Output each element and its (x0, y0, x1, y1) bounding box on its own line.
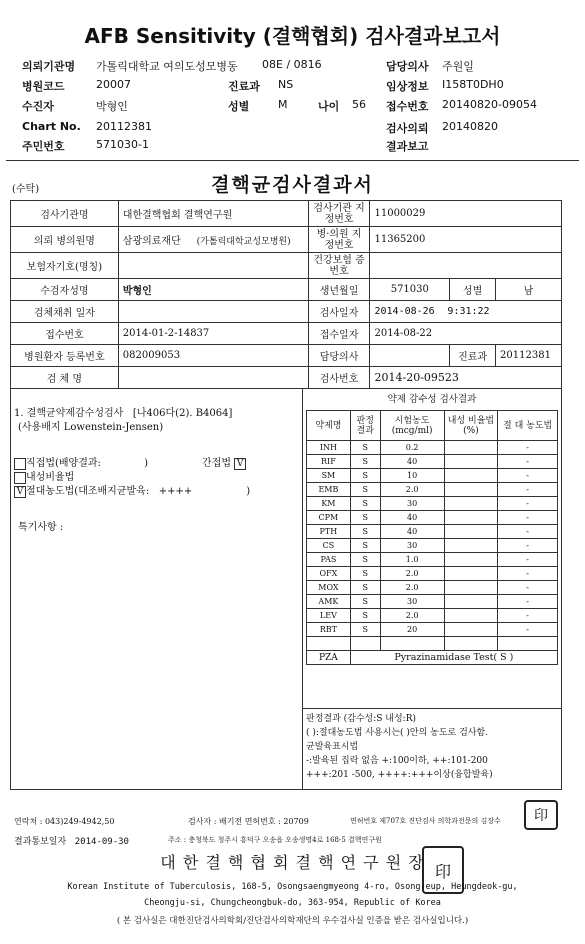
drug-cell: - (498, 595, 558, 609)
drug-row (307, 455, 558, 469)
ward: 08E / 0816 (262, 58, 322, 71)
chart-no: 20112381 (96, 120, 152, 133)
drug-row (307, 483, 558, 497)
drug-header: 시험농도 (mcg/ml) (380, 411, 444, 441)
drug-cell: PAS (307, 553, 351, 567)
cell-label: 담당의사 (308, 345, 370, 367)
cell-label: 검사기관 지정번호 (308, 201, 370, 227)
drug-cell: S (350, 567, 380, 581)
report-date: 결과통보일자 2014-09-30 (14, 837, 129, 847)
cell-value: 삼광의료재단 (가톨릭대학교성모병원) (118, 227, 308, 253)
drug-cell: 30 (380, 539, 444, 553)
cell-value: 20112381 (496, 345, 562, 367)
org-name-kr: 대 한 결 핵 협 회 결 핵 연 구 원 장 (160, 853, 425, 872)
tester: 검사자 : 배기전 면허번호 : 20709 (188, 817, 309, 826)
drug-cell: S (350, 539, 380, 553)
cell-value: 2014-20-09523 (370, 367, 562, 389)
box-divider (302, 388, 303, 790)
drug-header: 판정 결과 (350, 411, 380, 441)
drug-cell (380, 637, 444, 651)
ratio-method: 내성비율법 (14, 468, 74, 484)
legend-line: -:발육된 집락 없음 +:100이하, ++:101-200 (306, 756, 488, 766)
drug-cell: EMB (307, 483, 351, 497)
rrn-label: 주민번호 (22, 140, 65, 153)
rrn: 571030-1 (96, 138, 149, 151)
cell-value: 11365200 (370, 227, 562, 253)
drug-cell: S (350, 525, 380, 539)
drug-cell: S (350, 497, 380, 511)
drug-cell: 1.0 (380, 553, 444, 567)
absolute-method: V 절대농도법(대조배지균발육: ++++ ) (14, 482, 250, 498)
legend-line: 균발육표시법 (306, 742, 359, 752)
pza-row (307, 651, 558, 665)
hosp-code-label: 병원코드 (22, 80, 65, 93)
cell-value (118, 301, 308, 323)
drug-row (307, 581, 558, 595)
drug-table-title: 약제 감수성 검사결과 (387, 394, 477, 405)
dept-label: 진료과 (228, 80, 260, 93)
cell-value: 2014-08-26 9:31:22 (370, 301, 562, 323)
remarks-label: 특기사항 : (18, 522, 64, 533)
drug-table (306, 410, 558, 665)
address: 주소 : 충청북도 청주시 흥덕구 오송읍 오송생명4로 168-5 결핵연구원 (168, 836, 382, 844)
chart-label: Chart No. (22, 120, 81, 133)
drug-cell: 40 (380, 455, 444, 469)
cell-value: 박형인 (118, 279, 308, 301)
certification: ( 본 검사실은 대한진단검사의학회/진단검사의학재단의 우수검사실 인증을 받은 검사실입니다.) (116, 916, 469, 926)
drug-cell (444, 581, 498, 595)
drug-cell: 40 (380, 511, 444, 525)
cell-value (370, 345, 450, 367)
drug-cell: LEV (307, 609, 351, 623)
cell-value: 2014-08-22 (370, 323, 562, 345)
drug-cell: 10 (380, 469, 444, 483)
drug-cell: MOX (307, 581, 351, 595)
drug-cell: 2.0 (380, 581, 444, 595)
drug-cell: RIF (307, 455, 351, 469)
drug-cell: - (498, 567, 558, 581)
drug-cell: 2.0 (380, 483, 444, 497)
test-method: (사용배지 Lowenstein-Jensen) (18, 422, 164, 433)
cell-label: 검사기관명 (11, 201, 119, 227)
sex: M (278, 98, 288, 111)
drug-cell: 30 (380, 497, 444, 511)
drug-row (307, 441, 558, 455)
legend-line: ( ):절대농도법 사용시는( )안의 농도로 검사함. (306, 728, 489, 738)
legend-divider (302, 708, 562, 709)
drug-cell: - (498, 455, 558, 469)
req-org: 가톨릭대학교 여의도성모병동 (96, 60, 238, 73)
drug-cell: 40 (380, 525, 444, 539)
req-org-label: 의뢰기관명 (22, 60, 76, 73)
drug-cell (350, 637, 380, 651)
drug-cell (444, 525, 498, 539)
drug-cell (444, 497, 498, 511)
drug-row (307, 497, 558, 511)
drug-cell: S (350, 595, 380, 609)
drug-cell: INH (307, 441, 351, 455)
cell-label: 진료과 (450, 345, 496, 367)
drug-cell (307, 637, 351, 651)
drug-header: 내성 비율법(%) (444, 411, 498, 441)
drug-row (307, 553, 558, 567)
cell-label: 의뢰 병의원명 (11, 227, 119, 253)
legend-line: +++:201 -500, ++++:+++이상(융합발육) (306, 770, 493, 780)
drug-cell: - (498, 539, 558, 553)
seal-stamp-icon: 印 (524, 800, 558, 830)
cell-label: 접수일자 (308, 323, 370, 345)
drug-cell: - (498, 483, 558, 497)
test-item: 1. 결핵균약제감수성검사 [나406다(2). B4064] (14, 408, 233, 419)
sex-label: 성별 (228, 100, 250, 113)
info-table (10, 200, 562, 389)
drug-cell (444, 539, 498, 553)
drug-cell: S (350, 581, 380, 595)
director-seal-icon: 印 (422, 846, 464, 894)
drug-cell: - (498, 441, 558, 455)
drug-cell: S (350, 455, 380, 469)
report-title: AFB Sensitivity (결핵협회) 검사결과보고서 (84, 24, 501, 48)
cell-label: 병원환자 등록번호 (11, 345, 119, 367)
cell-value: 11000029 (370, 201, 562, 227)
drug-row (307, 567, 558, 581)
drug-cell (444, 511, 498, 525)
drug-cell: - (498, 497, 558, 511)
doctor-label: 담당의사 (386, 60, 429, 73)
cell-value: 082009053 (118, 345, 308, 367)
drug-cell: AMK (307, 595, 351, 609)
legend (306, 712, 560, 782)
hosp-code: 20007 (96, 78, 131, 91)
drug-cell (444, 567, 498, 581)
drug-cell (444, 469, 498, 483)
cell-label: 검사일자 (308, 301, 370, 323)
cell-label: 접수번호 (11, 323, 119, 345)
drug-row (307, 595, 558, 609)
drug-cell: 2.0 (380, 567, 444, 581)
drug-cell: 30 (380, 595, 444, 609)
drug-cell: CS (307, 539, 351, 553)
clinical-label: 임상정보 (386, 80, 429, 93)
receipt: 20140820-09054 (442, 98, 537, 111)
drug-cell (444, 483, 498, 497)
drug-row (307, 511, 558, 525)
drug-cell: S (350, 483, 380, 497)
legend-line: 판정결과 (감수성:S 내성:R) (306, 714, 416, 724)
drug-header: 절 대 농도법 (498, 411, 558, 441)
section-divider (6, 160, 579, 161)
cell-label: 병·의원 지정번호 (308, 227, 370, 253)
drug-cell: S (350, 553, 380, 567)
pza-value: Pyrazinamidase Test( S ) (350, 651, 557, 665)
cell-value: 남 (496, 279, 562, 301)
drug-cell (444, 609, 498, 623)
drug-row (307, 525, 558, 539)
cell-label: 수검자성명 (11, 279, 119, 301)
form-title: 결핵균검사결과서 (211, 174, 374, 196)
cell-label: 성별 (450, 279, 496, 301)
cell-label: 검체채취 일자 (11, 301, 119, 323)
drug-cell: CPM (307, 511, 351, 525)
drug-cell (444, 553, 498, 567)
drug-cell: SM (307, 469, 351, 483)
cell-label: 검 체 명 (11, 367, 119, 389)
drug-cell (444, 623, 498, 637)
patient: 박형인 (96, 100, 128, 113)
drug-cell: 0.2 (380, 441, 444, 455)
doctor: 주원일 (442, 60, 474, 73)
drug-row (307, 623, 558, 637)
cell-value (370, 253, 562, 279)
receipt-tag: (수탁) (12, 184, 40, 195)
drug-cell: - (498, 525, 558, 539)
license: 면허번호 제707호 진단검사 의학과전문의 김장수 (350, 817, 501, 825)
org-address-en: Korean Institute of Tuberculosis, 168-5, Osongsaengmyeong 4-ro, Osong-eup, Heungdeok-gu, (67, 882, 518, 892)
indirect-method: 간접법 V (202, 454, 246, 470)
drug-cell: 2.0 (380, 609, 444, 623)
cell-label: 생년월일 (308, 279, 370, 301)
cell-value: 2014-01-2-14837 (118, 323, 308, 345)
drug-cell: OFX (307, 567, 351, 581)
drug-cell: PTH (307, 525, 351, 539)
clinical: I158T0DH0 (442, 78, 504, 91)
age: 56 (352, 98, 366, 111)
pza-label: PZA (307, 651, 351, 665)
dept: NS (278, 78, 294, 91)
drug-header: 약제명 (307, 411, 351, 441)
drug-cell: S (350, 441, 380, 455)
cell-label: 검사번호 (308, 367, 370, 389)
drug-cell (444, 455, 498, 469)
contact: 연락처 : 043)249-4942,50 (14, 817, 115, 826)
req-date-label: 검사의뢰 (386, 122, 429, 135)
cell-value (118, 367, 308, 389)
patient-label: 수진자 (22, 100, 54, 113)
result-label: 결과보고 (386, 140, 429, 153)
drug-row (307, 609, 558, 623)
drug-cell: 20 (380, 623, 444, 637)
drug-cell (444, 595, 498, 609)
drug-cell (444, 441, 498, 455)
drug-row (307, 469, 558, 483)
drug-cell: - (498, 553, 558, 567)
drug-cell: RBT (307, 623, 351, 637)
direct-method: 직접법(배양결과: ) (14, 454, 148, 470)
drug-row (307, 539, 558, 553)
absolute-checkbox[interactable]: V (14, 486, 26, 498)
receipt-label: 접수번호 (386, 100, 429, 113)
drug-cell: - (498, 609, 558, 623)
drug-cell: - (498, 581, 558, 595)
drug-cell: S (350, 623, 380, 637)
drug-row-empty (307, 637, 558, 651)
cell-value (118, 253, 308, 279)
drug-cell: - (498, 469, 558, 483)
cell-label: 보험자기호(명칭) (11, 253, 119, 279)
drug-cell: S (350, 511, 380, 525)
req-date: 20140820 (442, 120, 498, 133)
cell-label: 건강보험 증번호 (308, 253, 370, 279)
drug-cell (444, 637, 498, 651)
drug-cell: KM (307, 497, 351, 511)
age-label: 나이 (318, 100, 340, 113)
cell-value: 대한결핵협회 결핵연구원 (118, 201, 308, 227)
org-address-en-2: Cheongju-si, Chungcheongbuk-do, 363-954, Republic of Korea (144, 898, 441, 908)
drug-cell (498, 637, 558, 651)
drug-cell: - (498, 623, 558, 637)
indirect-checkbox[interactable]: V (234, 458, 246, 470)
cell-value: 571030 (370, 279, 450, 301)
drug-cell: S (350, 609, 380, 623)
drug-cell: - (498, 511, 558, 525)
drug-cell: S (350, 469, 380, 483)
